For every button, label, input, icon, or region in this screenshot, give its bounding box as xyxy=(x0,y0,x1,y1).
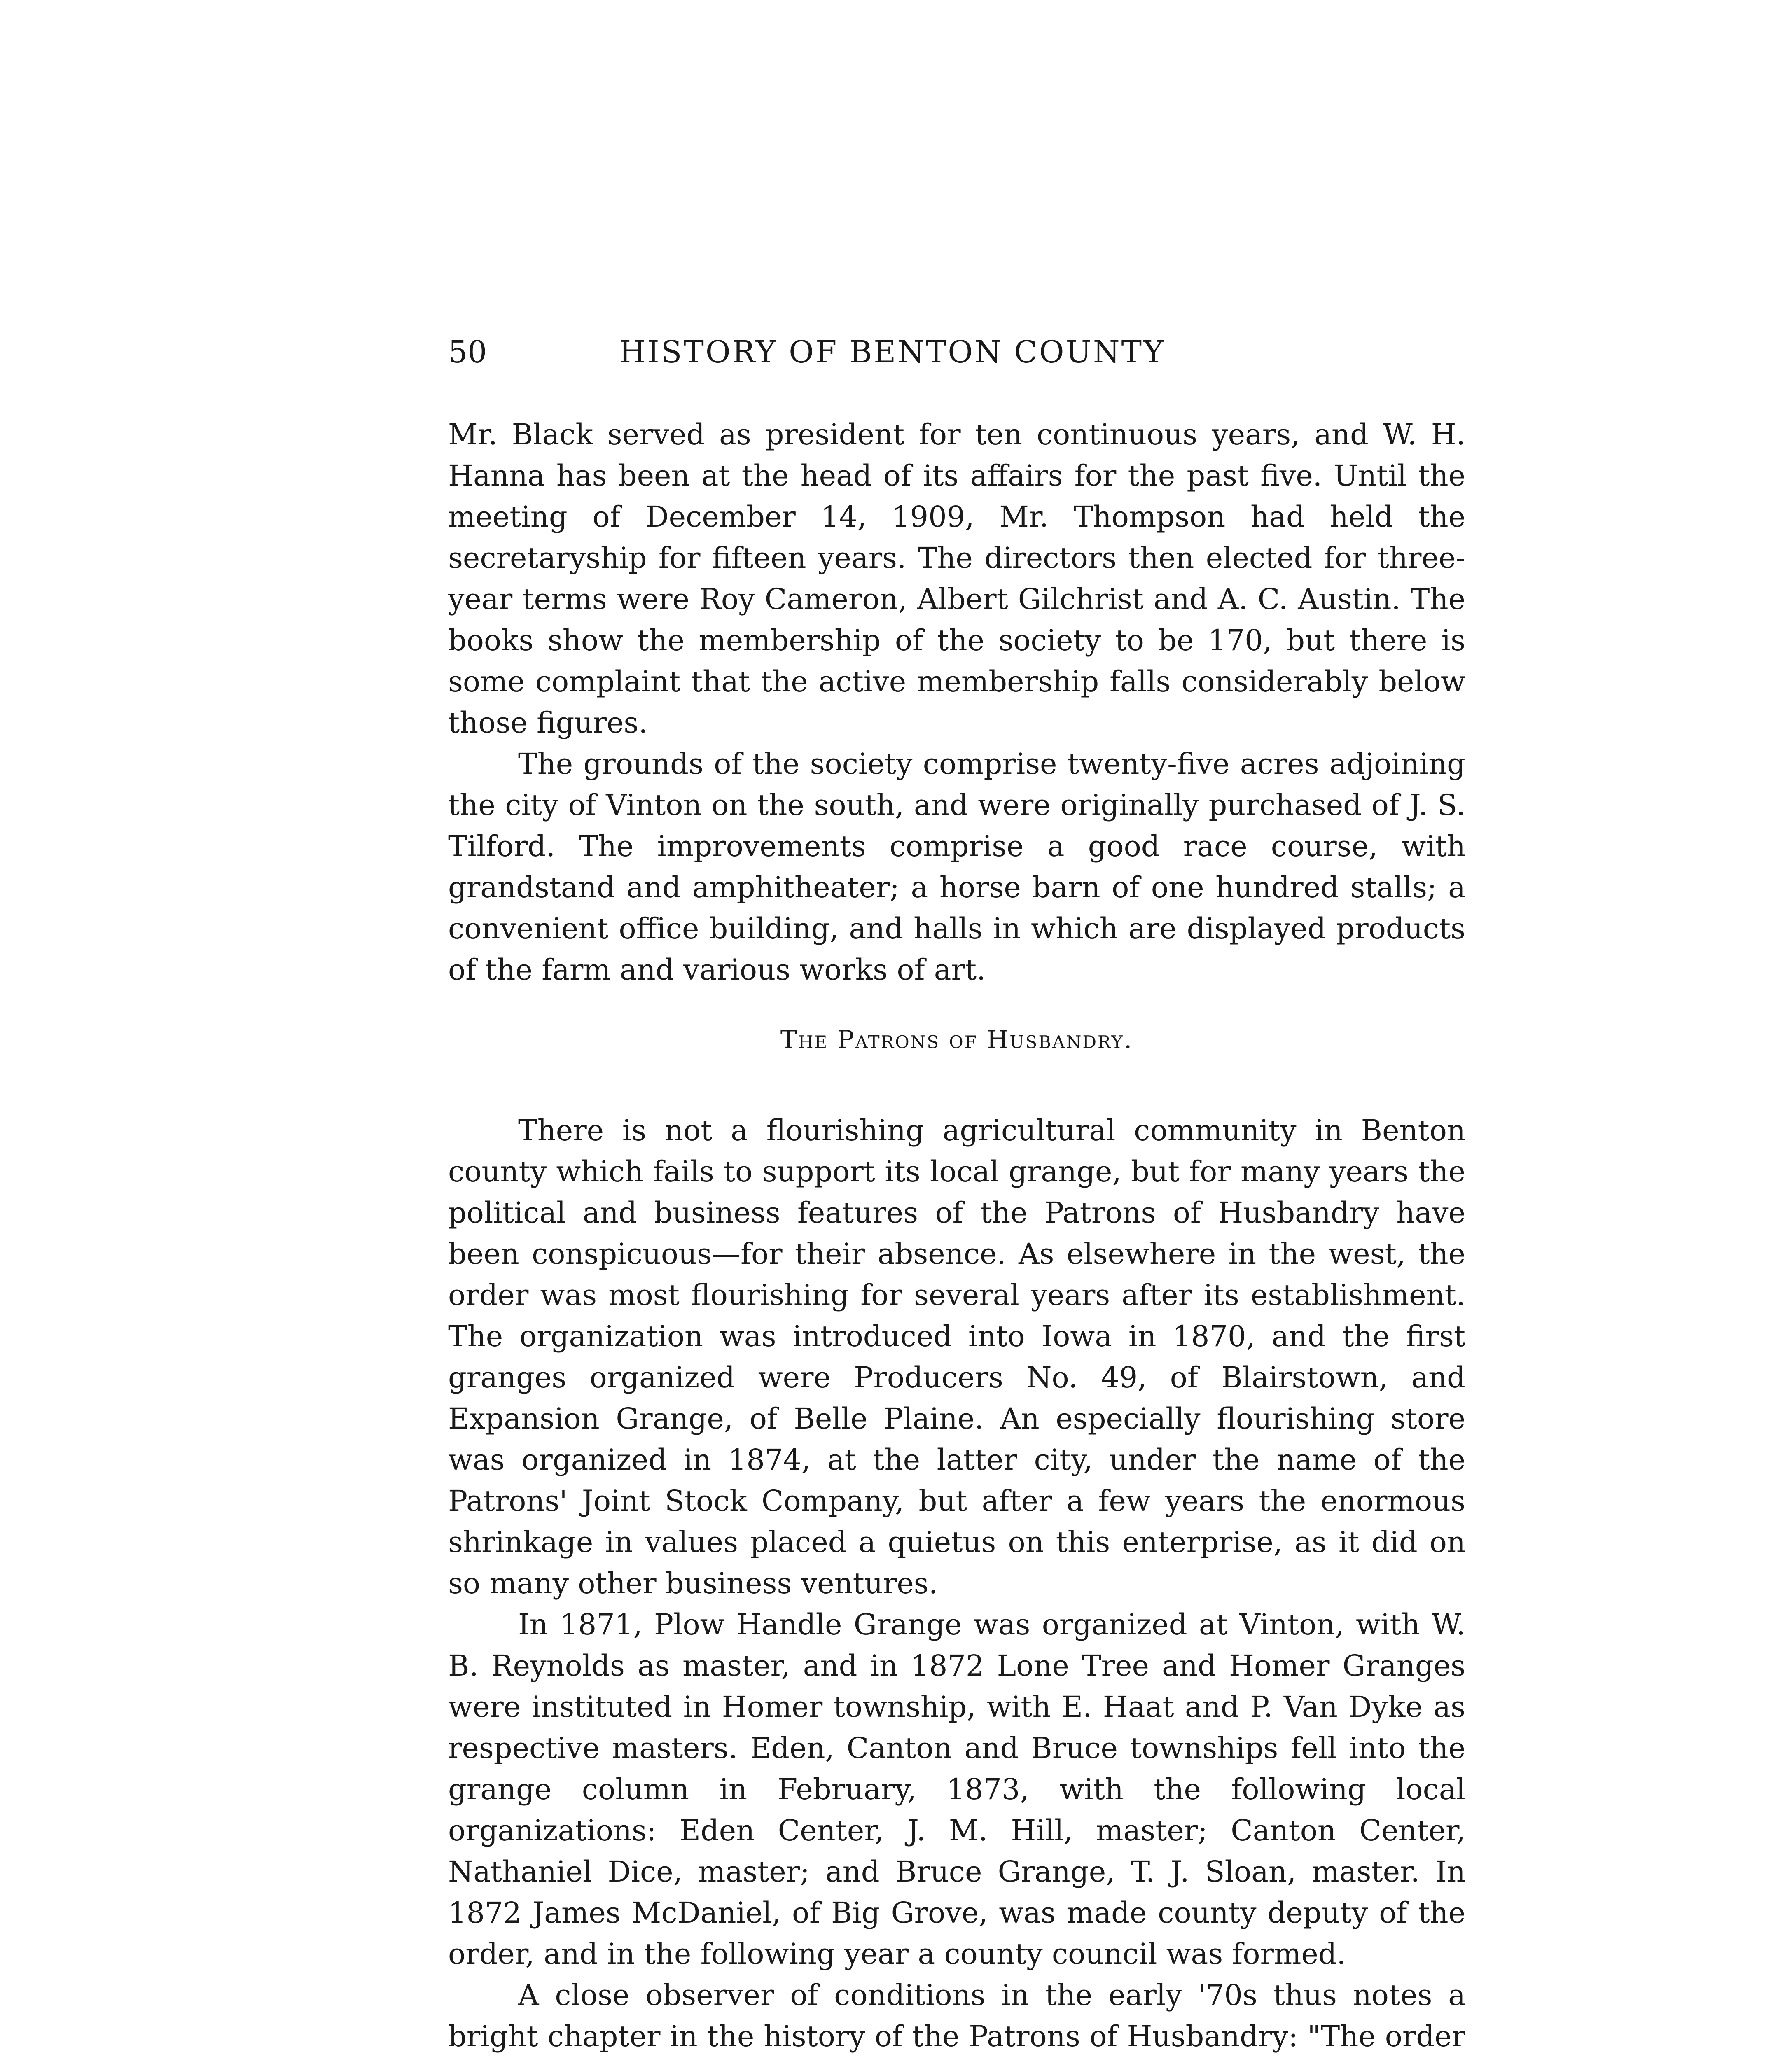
running-head xyxy=(448,334,1465,371)
section-heading: The Patrons of Husbandry. xyxy=(780,1025,1133,1054)
paragraph-grange-organizations: In 1871, Plow Handle Grange was organized at Vinton, with W. B. Reynolds as master, and in 1872 Lone Tree and Homer Granges were instituted in Homer township, with E. Haat and P. Van Dyke as respective masters. Eden, Canton and Bruce townships fell into the grange column in February, 1873, with the following local organizations: Eden Center, J. M. Hill, master; Canton Center, Nathaniel Dice, master; and Bruce Grange, T. J. Sloan, master. In 1872 James McDaniel, of Big Grove, was made county deputy of the order, and in the following year a county council was formed. xyxy=(448,1608,1465,1971)
paragraph-grange-intro: There is not a flourishing agricultural community in Benton county which fails to support its local grange, but for many years the political and business features of the Patrons of Husbandry have been conspicuous—for their absence. As elsewhere in the west, the order was most flourishing for several years after its establishment. The organization was introduced into Iowa in 1870, and the first granges organized were Producers No. 49, of Blairstown, and Expansion Grange, of Belle Plaine. An especially flourishing store was organized in 1874, at the latter city, under the name of the Patrons' Joint Stock Company, but after a few years the enormous shrinkage in values placed a quietus on this enterprise, as it did on so many other business ventures. xyxy=(448,1114,1465,1600)
paragraph-continued: Mr. Black served as president for ten continuous years, and W. H. Hanna has been at the head of its affairs for the past five. Until the meeting of December 14, 1909, Mr. Thompson had held the secretaryship for fifteen years. The directors then elected for three-year terms were Roy Cameron, Albert Gilchrist and A. C. Austin. The books show the membership of the society to be 170, but there is some complaint that the active membership falls considerably below those figures. xyxy=(448,418,1465,740)
paragraph-grounds: The grounds of the society comprise twenty-five acres adjoining the city of Vinton on the south, and were originally purchased of J. S. Tilford. The improvements comprise a good race course, with grandstand and amphitheater; a horse barn of one hundred stalls; a convenient office building, and halls in which are displayed products of the farm and various works of art. xyxy=(448,747,1465,987)
running-title: HISTORY OF BENTON COUNTY xyxy=(619,334,1165,370)
paragraph-observer-quote: A close observer of conditions in the early '70s thus notes a bright chapter in the history of the Patrons of Husbandry: "The order xyxy=(448,1978,1465,2053)
body-text xyxy=(448,414,1465,2059)
page-number: 50 xyxy=(448,334,487,370)
